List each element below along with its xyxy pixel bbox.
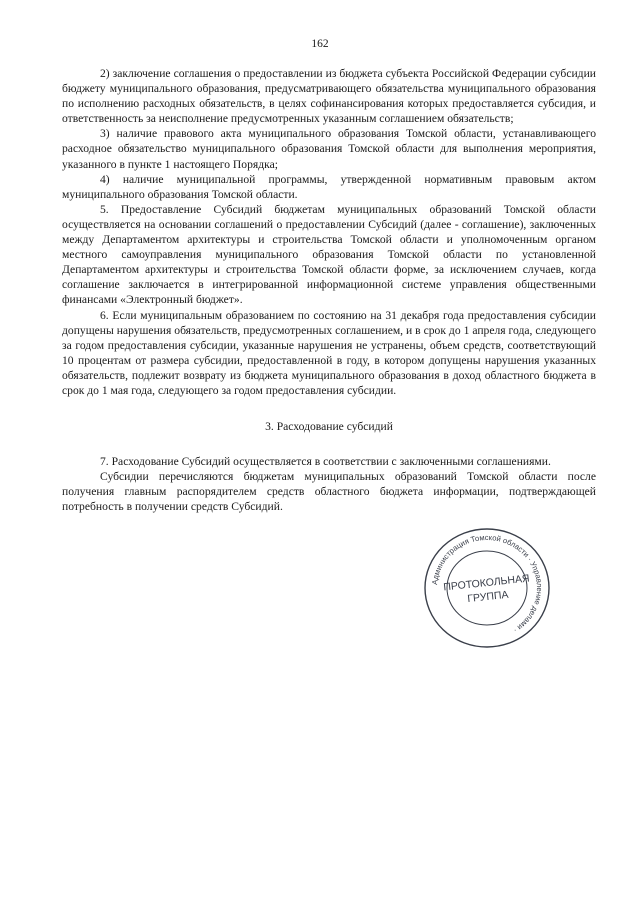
page-number: 162 [311,38,329,50]
document-body [62,66,596,515]
stamp-graphic [422,526,552,650]
section-heading: 3. Расходование субсидий [265,420,393,434]
stamp-title-line1: ПРОТОКОЛЬНАЯ [442,572,531,594]
paragraph-subsidy-transfer: Субсидии перечисляются бюджетам муниципальных образований Томской области после получения главным распорядителем средств областного бюджета информации, подтверждающей потребность в получении средств Субсидий. [62,470,596,514]
paragraph-5: 5. Предоставление Субсидий бюджетам муниципальных образований Томской области осуществляется на основании соглашений о предоставлении Субсидий (далее - соглашение), заключенных между Департаментом архитектуры и строительства Томской области и уполномоченным органом местного самоуправления муниципального образования Томской области по установленной Департаментом архитектуры и строительства Томской области форме, за исключением случаев, когда соглашение заключается в интегрированной информационной системе управления общественными финансами «Электронный бюджет». [62,202,596,307]
paragraph-item-4: 4) наличие муниципальной программы, утвержденной нормативным правовым актом муниципального образования Томской области. [62,172,596,201]
stamp-title-line2: ГРУППА [466,588,510,606]
stamp-ring-text: Администрация Томской области · Управление делами · [430,532,545,635]
paragraph-7: 7. Расходование Субсидий осуществляется в соответствии с заключенными соглашениями. [100,455,551,469]
paragraph-item-2: 2) заключение соглашения о предоставлении из бюджета субъекта Российской Федерации субсидии бюджету муниципального образования, предусматривающего обязательства муниципального образования по исполнению расходных обязательств, в целях софинансирования которых предоставляется субсидия, и ответственность за неисполнение предусмотренных указанным соглашением обязательств; [62,67,596,126]
official-stamp [422,526,552,650]
paragraph-item-3: 3) наличие правового акта муниципального образования Томской области, устанавливающего расходное обязательство муниципального образования Томской области для выполнения мероприятия, указанного в пункте 1 настоящего Порядка; [62,127,596,171]
paragraph-6: 6. Если муниципальным образованием по состоянию на 31 декабря года предоставления субсидии допущены нарушения обязательств, предусмотренных соглашением, и в срок до 1 апреля года, следующего за годом предоставления субсидии, указанные нарушения не устранены, объем средств, соответствующий 10 процентам от размера субсидии, предоставленной в году, в котором допущены нарушения указанных обязательств, подлежит возврату из бюджета муниципального образования в доход областного бюджета в срок до 1 мая года, следующего за годом предоставления субсидии. [62,308,596,397]
